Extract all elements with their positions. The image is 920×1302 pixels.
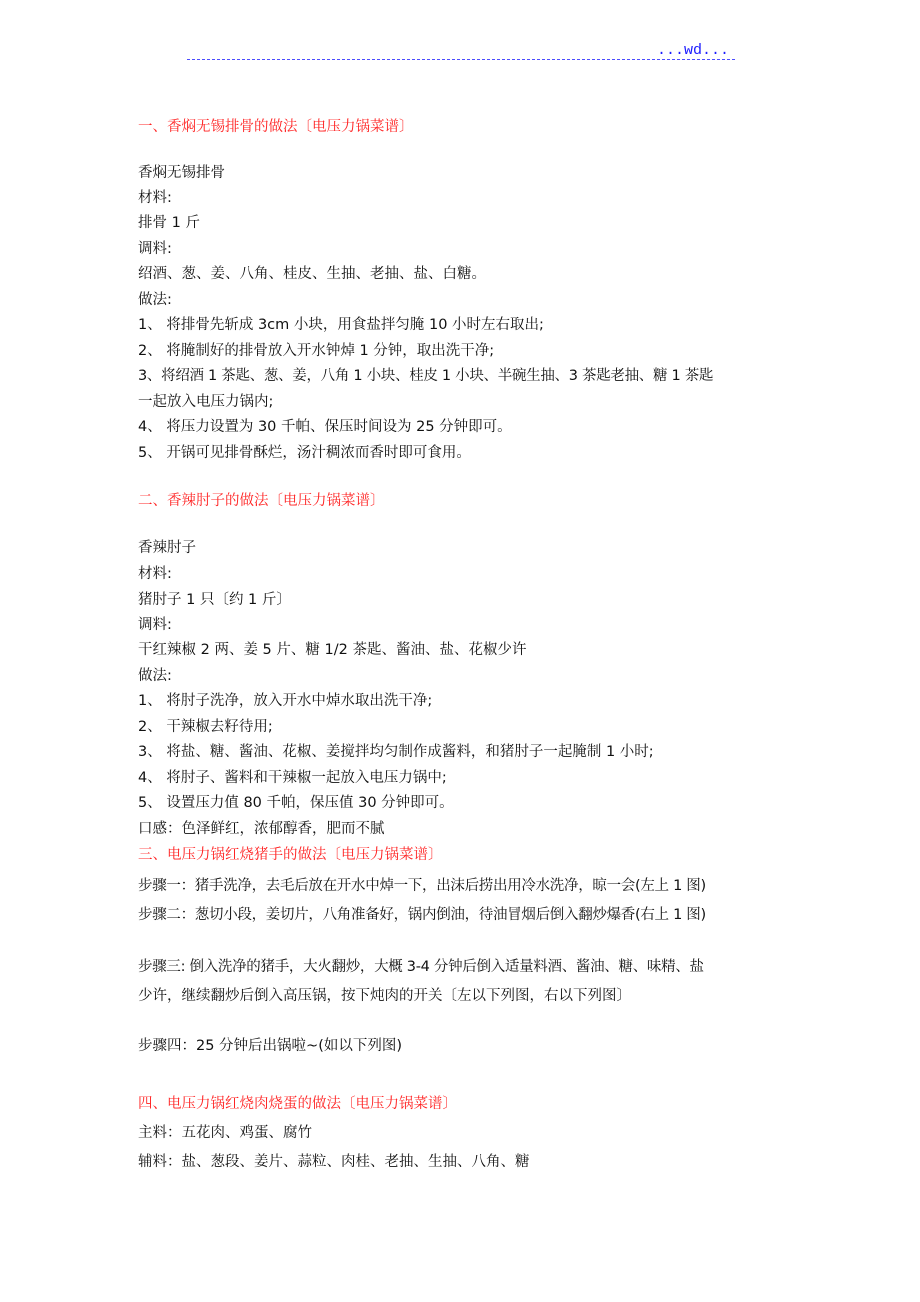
text-line: 1、 将肘子洗净，放入开水中焯水取出洗干净; bbox=[138, 693, 433, 709]
text-line: 少许，继续翻炒后倒入高压锅，按下炖肉的开关〔左以下列图，右以下列图〕 bbox=[138, 988, 631, 1004]
text-line: 4、 将压力设置为 30 千帕、保压时间设为 25 分钟即可。 bbox=[138, 419, 512, 435]
section-title: 四、电压力锅红烧肉烧蛋的做法〔电压力锅菜谱〕 bbox=[138, 1096, 457, 1112]
text-line: 材料: bbox=[138, 190, 172, 206]
text-line: 3、 将盐、糖、酱油、花椒、姜搅拌均匀制作成酱料，和猪肘子一起腌制 1 小时; bbox=[138, 744, 654, 760]
text-line: 材料: bbox=[138, 566, 172, 582]
text-line: 绍酒、葱、姜、八角、桂皮、生抽、老抽、盐、白糖。 bbox=[138, 266, 486, 282]
text-line: 口感：色泽鲜红，浓郁醇香，肥而不腻 bbox=[138, 821, 385, 837]
header-rule bbox=[187, 59, 735, 60]
text-line: 排骨 1 斤 bbox=[138, 215, 200, 231]
text-line: 5、 设置压力值 80 千帕，保压值 30 分钟即可。 bbox=[138, 795, 454, 811]
text-line: 做法: bbox=[138, 668, 172, 684]
text-line: 主料：五花肉、鸡蛋、腐竹 bbox=[138, 1125, 312, 1141]
text-line: 1、 将排骨先斩成 3cm 小块，用食盐拌匀腌 10 小时左右取出; bbox=[138, 317, 544, 333]
section-title: 二、香辣肘子的做法〔电压力锅菜谱〕 bbox=[138, 493, 385, 509]
text-line: 步骤一：猪手洗净，去毛后放在开水中焯一下，出沫后捞出用冷水洗净，晾一会(左上 1 图) bbox=[138, 878, 706, 894]
header-mark: ...wd... bbox=[657, 42, 730, 59]
text-line: 2、 干辣椒去籽待用; bbox=[138, 719, 273, 735]
text-line: 辅料：盐、葱段、姜片、蒜粒、肉桂、老抽、生抽、八角、糖 bbox=[138, 1154, 530, 1170]
text-line: 香焖无锡排骨 bbox=[138, 165, 225, 181]
text-line: 一起放入电压力锅内; bbox=[138, 394, 274, 410]
text-line: 4、 将肘子、酱料和干辣椒一起放入电压力锅中; bbox=[138, 770, 447, 786]
text-line: 3、将绍酒 1 茶匙、葱、姜，八角 1 小块、桂皮 1 小块、半碗生抽、3 茶匙老抽、糖 1 茶匙 bbox=[138, 368, 714, 384]
text-line: 调料: bbox=[138, 241, 172, 257]
text-line: 香辣肘子 bbox=[138, 540, 196, 556]
text-line: 调料: bbox=[138, 617, 172, 633]
text-line: 干红辣椒 2 两、姜 5 片、糖 1/2 茶匙、酱油、盐、花椒少许 bbox=[138, 642, 527, 658]
text-line: 5、 开锅可见排骨酥烂，汤汁稠浓而香时即可食用。 bbox=[138, 445, 471, 461]
section-title: 三、电压力锅红烧猪手的做法〔电压力锅菜谱〕 bbox=[138, 847, 443, 863]
text-line: 步骤三: 倒入洗净的猪手，大火翻炒，大概 3-4 分钟后倒入适量料酒、酱油、糖、味精、盐 bbox=[138, 959, 704, 975]
text-line: 步骤二：葱切小段，姜切片，八角准备好，锅内倒油，待油冒烟后倒入翻炒爆香(右上 1 图) bbox=[138, 907, 706, 923]
text-line: 做法: bbox=[138, 292, 172, 308]
section-title: 一、香焖无锡排骨的做法〔电压力锅菜谱〕 bbox=[138, 119, 414, 135]
text-line: 2、 将腌制好的排骨放入开水钟焯 1 分钟，取出洗干净; bbox=[138, 343, 495, 359]
text-line: 猪肘子 1 只〔约 1 斤〕 bbox=[138, 592, 291, 608]
text-line: 步骤四：25 分钟后出锅啦~(如以下列图) bbox=[138, 1038, 403, 1054]
